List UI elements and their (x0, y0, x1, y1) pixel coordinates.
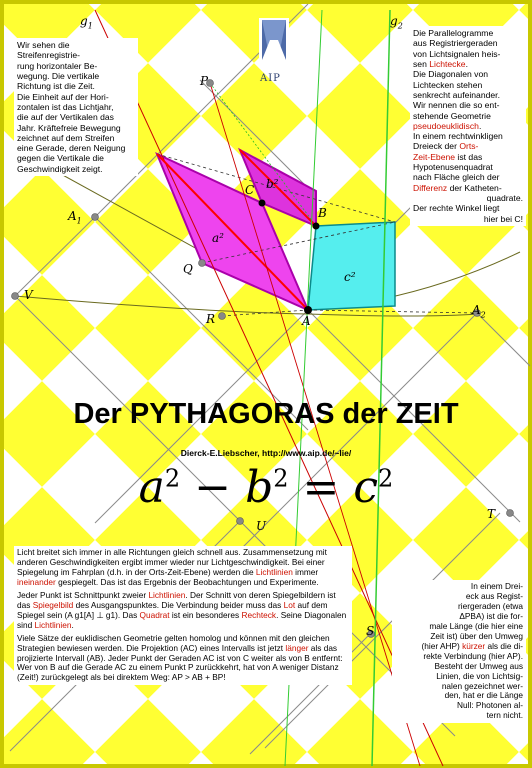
label-g1: $g_1$ (80, 14, 93, 31)
page-title: Der PYTHAGORAS der ZEIT (73, 398, 459, 430)
label-b2: b² (266, 177, 279, 191)
text-top-left: Wir sehen die Streifenregistrie- rung horizontaler Be- wegung. Die vertikale Richtung ist die Zeit. Die Einheit auf der Hori- zontalen ist das Lichtjahr, die auf der Vertikalen das Jahr. Kräftefreie Bewegung zeichnet auf dem Streifen eine Gerade, deren Neigung gegen die Vertikale die Geschwindigkeit zeigt. (14, 38, 138, 176)
aip-logo-text: AIP (260, 73, 281, 84)
formula: $a^2 - b^2 = c^2$ (138, 462, 394, 513)
label-P: P (200, 74, 209, 88)
square-c2 (308, 222, 395, 310)
text-bottom-left: Licht breitet sich immer in alle Richtungen gleich schnell aus. Zusammensetzung mit anderen Geschwindigkeiten ergibt immer wieder nur Lichtgeschwindigkeit. Bei einer Spiegelung im Fahrplan (d.h. in der Orts-Zeit-Ebene) werden die Lichtlinien immer ineinander gespiegelt. Das ist das Ergebnis der Beobachtungen und Experimente. Jeder Punkt ist Schnittpunkt zweier Lichtlinien. Der Schnitt von deren Spiegelbildern ist das Spiegelbild des Ausgangspunktes. Die Verbindung beider muss das Lot auf dem Spiegel sein (A g1[A] ⊥ g1). Das Quadrat ist ein besonderes Rechteck. Seine Diagonalen sind Lichtlinien. Viele Sätze der euklidischen Geometrie gelten homolog und können mit den gleichen Strategien bewiesen werden. Die Projektion (AC) eines Intervalls ist jetzt länger als das projizierte Intervall (AB). Jeder Punkt der Geraden AC ist von C weiter als von B entfernt: Wer von B auf die Gerade AC zu einem Punkt P zurückkehrt, hat von A weniger Distanz (Zeit!) zurückgelegt als bei direktem Weg: AP > AB + BP! (14, 546, 352, 685)
label-B: B (318, 206, 327, 220)
label-C: C (245, 183, 255, 197)
label-A2: $A_2$ (472, 303, 486, 320)
label-c2: c² (344, 270, 356, 284)
label-T: T (487, 507, 496, 521)
label-A1: $A_1$ (68, 209, 82, 226)
label-R: R (206, 312, 216, 326)
author-line: Dierck-E.Liebscher, http://www.aip.de/~lie/ (180, 448, 352, 458)
label-Q: Q (183, 262, 193, 276)
label-V: V (24, 288, 33, 302)
label-a2: a² (212, 231, 224, 245)
label-A: A (302, 314, 311, 328)
label-S: S (366, 624, 375, 638)
text-bottom-right: In einem Drei- eck aus Regist- riergeraden (etwa ΔPBA) ist die for- male Länge (die hier eine Zeit ist) über den Umweg (hier AHP) kürzer als die di- rekte Verbindung (hier AP). Besteht der Umweg aus Linien, die von Lichtsig- nalen gezeichnet wer- den, hat er die Länge Null: Photonen al- tern nicht. (392, 580, 526, 723)
label-U: U (256, 519, 267, 533)
text-top-right: Die Parallelogramme aus Registriergeraden von Lichtsignalen heis- sen Lichtecke. Die Diagonalen von Lichtecken stehen senkrecht aufeinander. Wir nennen die so ent- stehende Geometrie pseudoeuklidisch. In einem rechtwinkligen Dreieck der Orts- Zeit-Ebene ist das Hypotenusenquadrat nach Fläche gleich der Differenz der Katheten- quadrate. Der rechte Winkel liegt hier bei C! (410, 26, 526, 226)
aip-logo (259, 18, 289, 62)
label-g2: $g_2$ (390, 14, 403, 31)
